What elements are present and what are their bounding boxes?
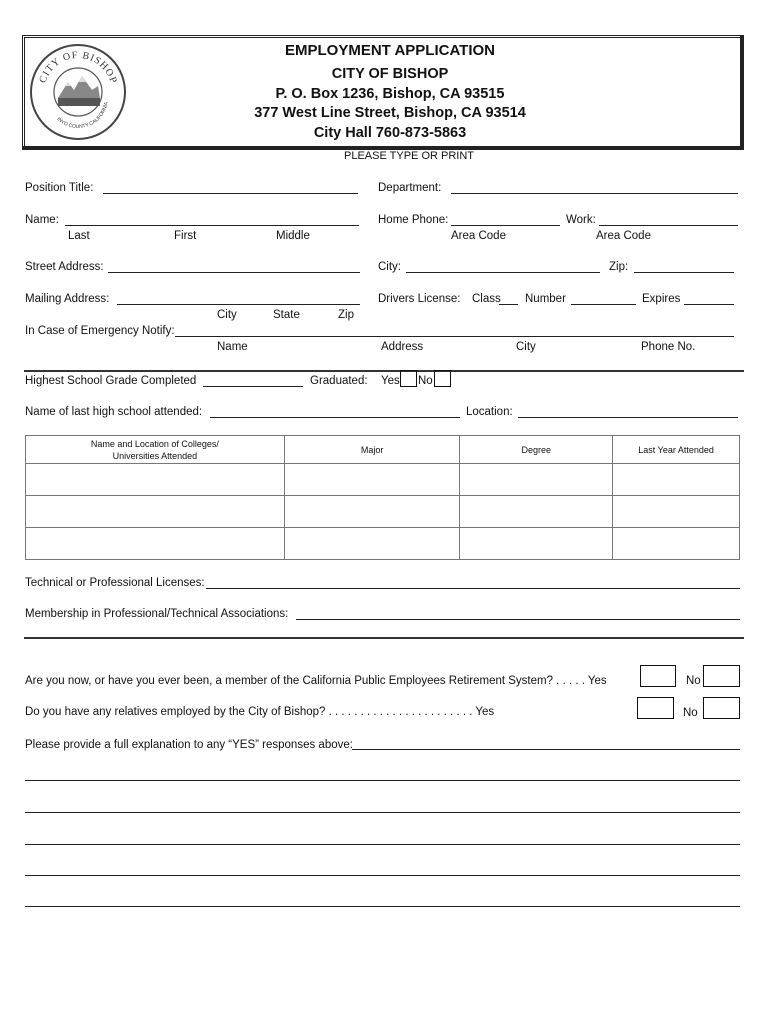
- po-box: P. O. Box 1236, Bishop, CA 93515: [275, 86, 505, 102]
- mailing-address-label: Mailing Address:: [25, 293, 110, 305]
- calpers-yes-checkbox[interactable]: [640, 665, 676, 687]
- membership-label: Membership in Professional/Technical Associations:: [25, 608, 289, 620]
- high-school-location-label: Location:: [466, 406, 513, 418]
- graduated-yes-checkbox[interactable]: [400, 370, 417, 387]
- last-name-caption: Last: [68, 230, 90, 242]
- mailing-state-caption: State: [273, 309, 300, 321]
- license-expires-label: Expires: [642, 293, 681, 305]
- table-row: [26, 464, 740, 496]
- table-row: [26, 528, 740, 560]
- street-address-label: Street Address:: [25, 261, 104, 273]
- high-school-location-field[interactable]: [518, 417, 738, 418]
- mailing-zip-caption: Zip: [338, 309, 354, 321]
- license-expires-field[interactable]: [684, 304, 734, 305]
- street-address-field[interactable]: [108, 272, 360, 273]
- table-cell[interactable]: [26, 528, 285, 560]
- work-phone-field[interactable]: [599, 225, 738, 226]
- city-label: City:: [378, 261, 401, 273]
- emergency-address-caption: Address: [381, 341, 424, 353]
- emergency-city-caption: City: [516, 341, 536, 353]
- graduated-label: Graduated:: [310, 375, 368, 387]
- licenses-label: Technical or Professional Licenses:: [25, 577, 205, 589]
- department-label: Department:: [378, 182, 442, 194]
- table-cell[interactable]: [613, 464, 740, 496]
- last-high-school-label: Name of last high school attended:: [25, 406, 203, 418]
- home-phone-field[interactable]: [451, 225, 560, 226]
- svg-text:INYO COUNTY CALIFORNIA: INYO COUNTY CALIFORNIA: [55, 101, 110, 131]
- college-name-header: Name and Location of Colleges/ Universities Attended: [26, 436, 285, 464]
- home-phone-label: Home Phone:: [378, 214, 449, 226]
- table-cell[interactable]: [26, 496, 285, 528]
- explanation-line[interactable]: [25, 780, 740, 781]
- table-cell[interactable]: [460, 496, 613, 528]
- license-number-label: Number: [525, 293, 566, 305]
- street-address-header: 377 West Line Street, Bishop, CA 93514: [254, 105, 526, 121]
- relatives-yes-checkbox[interactable]: [637, 697, 674, 719]
- graduated-yes-label: Yes: [381, 375, 400, 387]
- name-field[interactable]: [65, 225, 359, 226]
- table-cell[interactable]: [26, 464, 285, 496]
- graduated-no-checkbox[interactable]: [434, 370, 451, 387]
- work-area-code-caption: Area Code: [596, 230, 651, 242]
- table-cell[interactable]: [284, 464, 460, 496]
- mailing-address-field[interactable]: [117, 304, 360, 305]
- colleges-table: [25, 435, 740, 560]
- table-header-row: [26, 436, 740, 464]
- license-class-field[interactable]: [499, 304, 518, 305]
- table-cell[interactable]: [460, 464, 613, 496]
- city-seal-logo: [30, 44, 126, 140]
- table-row: [26, 496, 740, 528]
- emergency-name-caption: Name: [217, 341, 248, 353]
- table-cell[interactable]: [460, 528, 613, 560]
- explanation-line[interactable]: [25, 812, 740, 813]
- city-hall-phone: City Hall 760-873-5863: [313, 125, 467, 141]
- emergency-phone-caption: Phone No.: [641, 341, 696, 353]
- calpers-no-checkbox[interactable]: [703, 665, 740, 687]
- mailing-city-caption: City: [217, 309, 237, 321]
- svg-text:CITY OF BISHOP: CITY OF BISHOP: [37, 49, 119, 86]
- last-high-school-field[interactable]: [210, 417, 460, 418]
- zip-label: Zip:: [609, 261, 629, 273]
- section-divider: [24, 370, 744, 372]
- work-phone-label: Work:: [566, 214, 596, 226]
- department-field[interactable]: [451, 193, 738, 194]
- table-cell[interactable]: [284, 496, 460, 528]
- city-field[interactable]: [406, 272, 600, 273]
- emergency-notify-label: In Case of Emergency Notify:: [25, 325, 175, 337]
- relatives-no-label: No: [683, 707, 698, 719]
- position-title-field[interactable]: [103, 193, 358, 194]
- graduated-no-label: No: [418, 375, 433, 387]
- explanation-line[interactable]: [25, 906, 740, 907]
- section-divider-2: [24, 637, 744, 639]
- last-year-header: Last Year Attended: [613, 436, 740, 464]
- city-name: CITY OF BISHOP: [331, 66, 449, 82]
- calpers-question: Are you now, or have you ever been, a member of the California Public Employees Retirement System? . . . . . Yes: [25, 675, 607, 687]
- zip-field[interactable]: [634, 272, 734, 273]
- type-or-print-instruction: PLEASE TYPE OR PRINT: [344, 150, 475, 162]
- license-class-label: Class: [472, 293, 501, 305]
- degree-header: Degree: [460, 436, 613, 464]
- relatives-no-checkbox[interactable]: [703, 697, 740, 719]
- emergency-notify-field[interactable]: [175, 336, 734, 337]
- form-title: EMPLOYMENT APPLICATION: [285, 42, 495, 59]
- table-cell[interactable]: [613, 528, 740, 560]
- explanation-field[interactable]: [352, 749, 740, 750]
- first-name-caption: First: [174, 230, 197, 242]
- major-header: Major: [284, 436, 460, 464]
- relatives-question: Do you have any relatives employed by the City of Bishop? . . . . . . . . . . . . . . . . . . . . . . . Yes: [25, 706, 495, 718]
- licenses-field[interactable]: [206, 588, 740, 589]
- table-cell[interactable]: [613, 496, 740, 528]
- drivers-license-label: Drivers License:: [378, 293, 461, 305]
- calpers-no-label: No: [686, 675, 701, 687]
- highest-grade-label: Highest School Grade Completed: [25, 375, 197, 387]
- name-label: Name:: [25, 214, 59, 226]
- home-area-code-caption: Area Code: [451, 230, 506, 242]
- table-cell[interactable]: [284, 528, 460, 560]
- explanation-line[interactable]: [25, 875, 740, 876]
- explanation-label: Please provide a full explanation to any “YES” responses above:: [25, 739, 353, 751]
- header-box-thick: [740, 35, 744, 150]
- position-title-label: Position Title:: [25, 182, 94, 194]
- membership-field[interactable]: [296, 619, 740, 620]
- middle-name-caption: Middle: [276, 230, 310, 242]
- highest-grade-field[interactable]: [203, 386, 303, 387]
- explanation-line[interactable]: [25, 844, 740, 845]
- license-number-field[interactable]: [571, 304, 636, 305]
